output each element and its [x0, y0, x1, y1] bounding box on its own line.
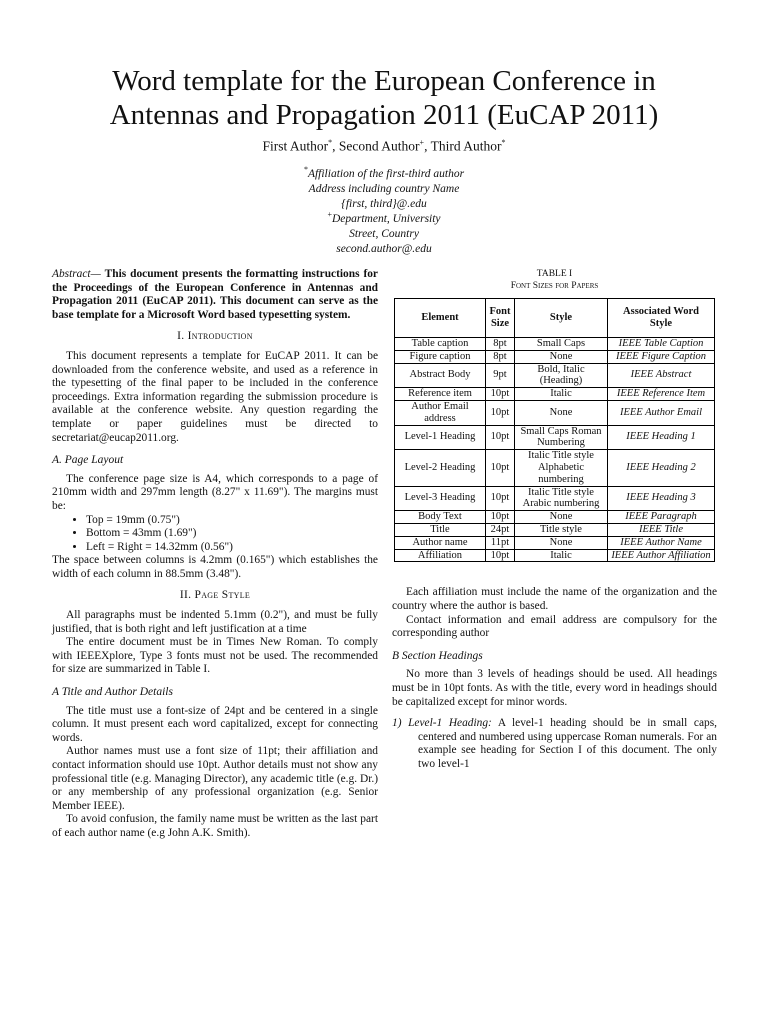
- table-cell: Small Caps: [515, 338, 608, 351]
- table-row: [395, 400, 715, 425]
- table-cell: Bold, Italic (Heading): [515, 363, 608, 388]
- table-row: [395, 388, 715, 401]
- item-text: A level-1 heading should be in small caps, centered and numbered using uppercase Roman numerals. For an example see heading for Section I of this document. The only two level-1: [418, 717, 718, 770]
- table-caption: [392, 268, 717, 292]
- table-cell: IEEE Heading 3: [608, 486, 715, 511]
- table-cell: IEEE Paragraph: [608, 511, 715, 524]
- table-cell: 24pt: [486, 523, 515, 536]
- title-line-2: Antennas and Propagation 2011 (EuCAP 2011): [109, 99, 659, 131]
- author-second: Second Author: [338, 138, 420, 154]
- affiliation-email: second.author@.edu: [336, 242, 432, 255]
- affiliation-mark: *: [303, 165, 308, 174]
- table-cell: None: [515, 511, 608, 524]
- table-cell: Level-1 Heading: [395, 425, 486, 450]
- table-number: TABLE I: [536, 269, 573, 279]
- table-cell: Title: [395, 523, 486, 536]
- abstract-label: Abstract: [52, 268, 91, 280]
- table-cell: 10pt: [486, 450, 515, 486]
- column-header: Associated Word Style: [608, 299, 715, 338]
- table-header-row: [395, 299, 715, 338]
- affiliation-line: Department, University: [331, 212, 441, 225]
- paragraph: No more than 3 levels of headings should be used. All headings must be in 10pt fonts. As with the title, every word in headings should be capitalized except for minor words.: [392, 668, 717, 708]
- left-column: [52, 268, 378, 841]
- list-item: • Left = Right = 14.32mm (0.56"): [86, 541, 378, 555]
- column-header: Style: [515, 299, 608, 338]
- table-cell: 10pt: [486, 486, 515, 511]
- title-line-1: Word template for the European Conference in: [112, 65, 656, 97]
- table-cell: None: [515, 350, 608, 363]
- table-cell: 10pt: [486, 388, 515, 401]
- table-cell: Level-2 Heading: [395, 450, 486, 486]
- paragraph: The title must use a font-size of 24pt and be centered in a single column. It must present each word capitalized, except for connecting words.: [52, 704, 378, 744]
- table-cell: Body Text: [395, 511, 486, 524]
- abstract: [52, 268, 378, 322]
- font-sizes-table: [394, 298, 715, 562]
- affiliation-second: [40, 207, 728, 257]
- paragraph: The entire document must be in Times New Roman. To comply with IEEEXplore, Type 3 fonts must not be used. The recommended for size are summarized in Table I.: [52, 636, 378, 676]
- table-cell: Title style: [515, 523, 608, 536]
- table-cell: IEEE Title: [608, 523, 715, 536]
- table-cell: Abstract Body: [395, 363, 486, 388]
- table-row: [395, 363, 715, 388]
- table-cell: 10pt: [486, 549, 515, 562]
- table-cell: None: [515, 536, 608, 549]
- table-cell: 11pt: [486, 536, 515, 549]
- table-cell: Table caption: [395, 338, 486, 351]
- author-mark: +: [419, 138, 425, 147]
- table-cell: Level-3 Heading: [395, 486, 486, 511]
- table-row: [395, 511, 715, 524]
- paragraph: Contact information and email address are compulsory for the corresponding author: [392, 613, 717, 640]
- table-row: [395, 425, 715, 450]
- subsection-heading-section-headings: B Section Headings: [392, 649, 483, 662]
- table-cell: Italic: [515, 388, 608, 401]
- table-row: [395, 450, 715, 486]
- table-cell: IEEE Abstract: [608, 363, 715, 388]
- table-cell: IEEE Author Affiliation: [608, 549, 715, 562]
- table-cell: Author name: [395, 536, 486, 549]
- section-heading-page-style: II. Page Style: [179, 589, 251, 602]
- table-cell: IEEE Author Email: [608, 400, 715, 425]
- table-row: [395, 486, 715, 511]
- table-cell: IEEE Reference Item: [608, 388, 715, 401]
- abstract-dash: —: [90, 268, 105, 280]
- table-cell: IEEE Heading 2: [608, 450, 715, 486]
- table-cell: 9pt: [486, 363, 515, 388]
- affiliation-email: {first, third}@.edu: [341, 197, 427, 210]
- table-cell: None: [515, 400, 608, 425]
- author-mark: *: [501, 138, 506, 147]
- section-heading-introduction: I. Introduction: [177, 330, 253, 343]
- column-header: Font Size: [486, 299, 515, 338]
- numbered-item: [392, 717, 717, 771]
- table-cell: IEEE Table Caption: [608, 338, 715, 351]
- paragraph: The conference page size is A4, which corresponds to a page of 210mm width and 297mm length (8.27" x 11.69"). The margins must be:: [52, 472, 378, 512]
- affiliation-line: Street, Country: [349, 227, 419, 240]
- table-row: [395, 350, 715, 363]
- author-mark: *: [328, 138, 333, 147]
- table-cell: Affiliation: [395, 549, 486, 562]
- list-item: • Top = 19mm (0.75"): [86, 514, 378, 528]
- affiliation-mark: +: [327, 210, 332, 219]
- table-row: [395, 338, 715, 351]
- column-header: Element: [395, 299, 486, 338]
- subsection-heading-page-layout: A. Page Layout: [52, 454, 124, 467]
- author-sep: ,: [424, 138, 431, 154]
- table-cell: Figure caption: [395, 350, 486, 363]
- affiliation-line: Affiliation of the first-third author: [307, 167, 465, 180]
- author-sep: ,: [332, 138, 339, 154]
- abstract-text: This document presents the formatting instructions for the Proceedings of the European Conference in Antennas and Propagation 2011 (EuCAP 2011). This document can serve as the base template for a Microsoft Word based typesetting system.: [52, 268, 378, 321]
- table-row: [395, 549, 715, 562]
- item-label: 1) Level-1 Heading:: [392, 717, 492, 730]
- author-first: First Author: [262, 138, 329, 154]
- author-third: Third Author: [430, 138, 502, 154]
- table-row: [395, 523, 715, 536]
- table-cell: 10pt: [486, 400, 515, 425]
- table-title: Font Sizes for Papers: [510, 281, 599, 291]
- table-cell: 10pt: [486, 511, 515, 524]
- right-column: [392, 268, 717, 771]
- table-cell: Author Email address: [395, 400, 486, 425]
- table-cell: Italic Title style Alphabetic numbering: [515, 450, 608, 486]
- table-row: [395, 536, 715, 549]
- author-list: [40, 138, 728, 155]
- list-item: • Bottom = 43mm (1.69"): [86, 527, 378, 541]
- table-cell: IEEE Heading 1: [608, 425, 715, 450]
- table-cell: Small Caps Roman Numbering: [515, 425, 608, 450]
- paragraph: Each affiliation must include the name of the organization and the country where the author is based.: [392, 586, 717, 612]
- affiliation-line: Address including country Name: [308, 182, 460, 195]
- table-cell: Italic: [515, 549, 608, 562]
- paragraph: Author names must use a font size of 11pt; their affiliation and contact information should use 10pt. Author details must not show any professional title (e.g. Managing Director), any academic title (e.g. Dr.) or any membership of any professional organization (e.g. Senior Member IEEE).: [52, 745, 378, 812]
- affiliation-first: [40, 162, 728, 212]
- paper-title: [40, 64, 728, 132]
- paragraph: This document represents a template for EuCAP 2011. It can be downloaded from the conference website, and used as a reference in the typesetting of the final paper to be included in the conference proceedings. Extra information regarding the submission procedure is available at the conference website. Any question regarding the template or paper guidelines must be directed to secretariat@eucap2011.org.: [52, 349, 378, 444]
- table-cell: 10pt: [486, 425, 515, 450]
- paragraph: The space between columns is 4.2mm (0.165") which establishes the width of each column in 88.5mm (3.48").: [52, 554, 378, 580]
- subsection-heading-title-author: A Title and Author Details: [52, 686, 173, 699]
- table-cell: 8pt: [486, 338, 515, 351]
- table-cell: IEEE Author Name: [608, 536, 715, 549]
- table-cell: Reference item: [395, 388, 486, 401]
- table-cell: IEEE Figure Caption: [608, 350, 715, 363]
- table-cell: 8pt: [486, 350, 515, 363]
- table-cell: Italic Title style Arabic numbering: [515, 486, 608, 511]
- margins-list: [52, 514, 378, 555]
- paragraph: To avoid confusion, the family name must be written as the last part of each author name (e.g John A.K. Smith).: [52, 813, 378, 839]
- paragraph: All paragraphs must be indented 5.1mm (0.2"), and must be fully justified, that is both right and left justification at a time: [52, 609, 378, 635]
